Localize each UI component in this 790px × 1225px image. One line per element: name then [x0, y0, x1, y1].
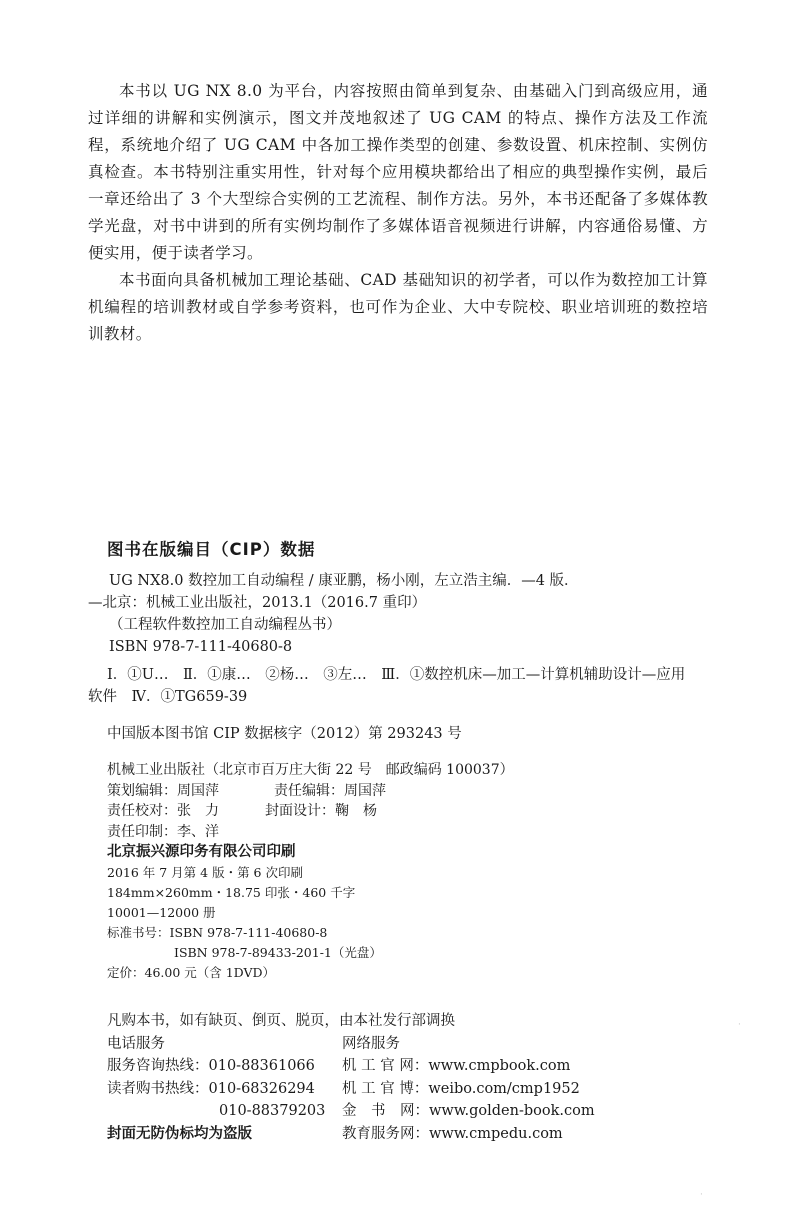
- print-run: 10001—12000 册: [107, 904, 216, 920]
- publisher-info: [107, 760, 514, 983]
- cip-heading: 图书在版编目（CIP）数据: [107, 540, 316, 559]
- format-info: 184mm×260mm・18.75 印张・460 千字: [107, 884, 356, 900]
- price: 定价：46.00 元（含 1DVD）: [107, 964, 276, 980]
- cip-title-line: UG NX8.0 数控加工自动编程 / 康亚鹏，杨小刚，左立浩主编．—4 版．: [109, 573, 579, 589]
- cip-isbn-line: ISBN 978-7-111-40680-8: [109, 639, 293, 655]
- cip-series-line: （工程软件数控加工自动编程丛书）: [109, 617, 341, 633]
- stray-mark: ·: [700, 1190, 703, 1200]
- proof-row: [107, 801, 514, 822]
- reader-hotline: 读者购书热线：010-68326294: [107, 1080, 315, 1097]
- service-hotline: 服务咨询热线：010-88361066: [107, 1058, 315, 1074]
- publisher-name: 机械工业出版社（北京市百万庄大街 22 号 邮政编码 100037）: [107, 762, 514, 778]
- service-row-4: [107, 1123, 707, 1146]
- return-notice: 凡购本书，如有缺页、倒页、脱页，由本社发行部调换: [107, 1013, 455, 1029]
- cover-designer: 封面设计：鞠 杨: [265, 803, 377, 819]
- service-headers: [107, 1033, 707, 1056]
- service-row-2: [107, 1078, 707, 1101]
- description-paragraph-1: 本书以 UG NX 8.0 为平台，内容按照由简单到复杂、由基础入门到高级应用，通过详细的讲解和实例演示，图文并茂地叙述了 UG CAM 的特点、操作方法及工作流程，系统地介绍了 UG CAM 中各加工操作类型的创建、参数设置、机床控制、实例仿真检查。本书特别注重实用性，针对每个应用模块都给出了相应的典型操作实例，最后一章还给出了 3 个大型综合实例的工艺流程、制作方法。另外，本书还配备了多媒体教学光盘，对书中讲到的所有实例均制作了多媒体语音视频进行讲解，内容通俗易懂、方便实用，便于读者学习。: [88, 82, 708, 262]
- cip-classification: Ⅰ．①U… Ⅱ．①康… ②杨… ③左… Ⅲ．①数控机床—加工—计算机辅助设计—应用软件 Ⅳ．①TG659-39: [88, 667, 686, 705]
- planning-editor: 策划编辑：周国萍: [107, 782, 219, 799]
- service-row-1: [107, 1055, 707, 1078]
- printer-name: 北京振兴源印务有限公司印刷: [107, 844, 296, 860]
- isbn-book: 标准书号：ISBN 978-7-111-40680-8: [107, 924, 328, 940]
- cip-number: 中国版本图书馆 CIP 数据核字（2012）第 293243 号: [107, 726, 462, 742]
- proofreader: 责任校对：张 力: [107, 803, 219, 819]
- cip-publication-line: —北京：机械工业出版社，2013.1（2016.7 重印）: [88, 595, 427, 611]
- stray-mark: ·: [738, 1020, 741, 1030]
- reader-hotline-2: 010-88379203: [219, 1103, 326, 1119]
- editor-row: [107, 781, 514, 802]
- official-weibo: 机 工 官 博：weibo.com/cmp1952: [342, 1080, 580, 1097]
- description-paragraph-2: 本书面向具备机械加工理论基础、CAD 基础知识的初学者，可以作为数控加工计算机编程的培训教材或自学参考资料，也可作为企业、大中专院校、职业培训班的数控培训教材。: [88, 271, 708, 343]
- book-description: [88, 78, 708, 348]
- education-site: 教育服务网：www.cmpedu.com: [342, 1125, 563, 1142]
- isbn-cd: ISBN 978-7-89433-201-1（光盘）: [174, 944, 382, 960]
- anti-counterfeit-notice: 封面无防伪标均为盗版: [107, 1125, 252, 1142]
- cip-record: [88, 570, 708, 658]
- phone-service-header: 电话服务: [107, 1035, 165, 1052]
- web-service-header: 网络服务: [342, 1035, 400, 1052]
- official-website: 机 工 官 网：www.cmpbook.com: [342, 1058, 571, 1074]
- service-row-3: [107, 1100, 707, 1123]
- golden-book-site: 金 书 网：www.golden-book.com: [342, 1103, 595, 1119]
- responsible-editor: 责任编辑：周国萍: [274, 782, 386, 799]
- service-info: [107, 1010, 707, 1145]
- print-supervisor: 责任印制：李、洋: [107, 823, 219, 840]
- edition-info: 2016 年 7 月第 4 版・第 6 次印刷: [107, 864, 303, 880]
